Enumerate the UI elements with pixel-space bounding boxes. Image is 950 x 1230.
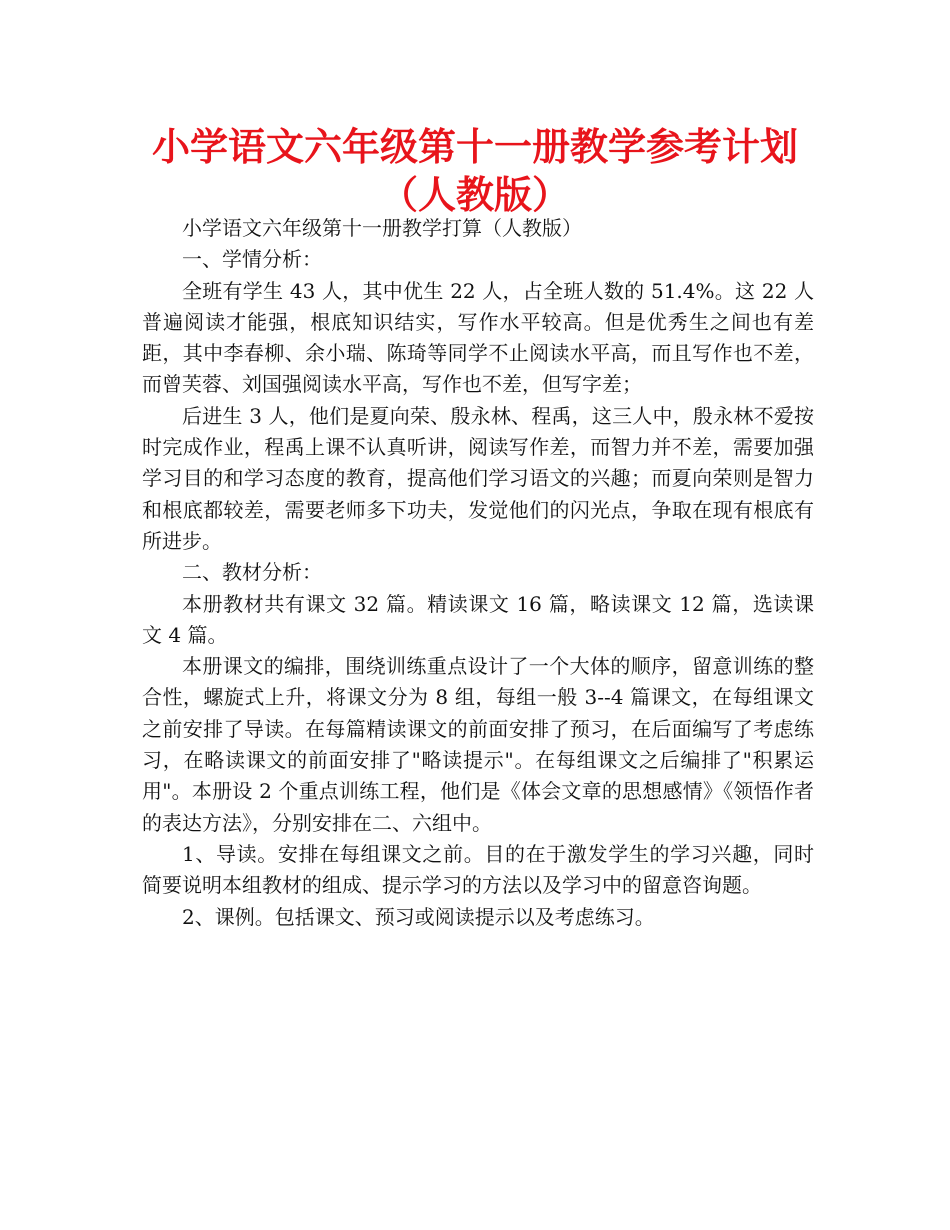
subtitle-paragraph: 小学语文六年级第十一册教学打算（人教版） [182, 216, 582, 240]
document-title-line-1: 小学语文六年级第十一册教学参考计划 [151, 125, 798, 169]
body-paragraph: 本册教材共有课文 32 篇。精读课文 16 篇，略读课文 12 篇，选读课文 4 篇。 [142, 591, 814, 647]
body-paragraph: 后进生 3 人，他们是夏向荣、殷永林、程禹，这三人中，殷永林不爱按时完成作业，程禹上课不认真听讲，阅读写作差，而智力并不差，需要加强学习目的和学习态度的教育，提高他们学习语文的兴趣；而夏向荣则是智力和根底都较差，需要老师多下功夫，发觉他们的闪光点，争取在现有根底有所进步。 [142, 403, 814, 553]
body-paragraph: 本册课文的编排，围绕训练重点设计了一个大体的顺序，留意训练的整合性，螺旋式上升，将课文分为 8 组，每组一般 3--4 篇课文，在每组课文之前安排了导读。在每篇精读课文的前面安排了预习，在后面编写了考虑练习，在略读课文的前面安排了"略读提示"。在每组课文之后编排了"积累运用"。本册设 2 个重点训练工程，他们是《体会文章的思想感情》《领悟作者的表达方法》，分别安排在二、六组中。 [142, 654, 814, 835]
document-title-line-2: （人教版） [379, 173, 570, 217]
section-heading-student-analysis: 一、学情分析： [182, 247, 322, 272]
document-body [142, 213, 814, 933]
list-item-paragraph: 2、课例。包括课文、预习或阅读提示以及考虑练习。 [182, 904, 655, 929]
list-item-paragraph: 1、导读。安排在每组课文之前。目的在于激发学生的学习兴趣，同时简要说明本组教材的组成、提示学习的方法以及学习中的留意咨询题。 [142, 841, 814, 898]
section-heading-textbook-analysis: 二、教材分析： [182, 560, 322, 585]
body-paragraph: 全班有学生 43 人，其中优生 22 人，占全班人数的 51.4%。这 22 人普遍阅读才能强，根底知识结实，写作水平较高。但是优秀生之间也有差距，其中李春柳、余小瑞、陈琦等同学不止阅读水平高，而且写作也不差，而曾芙蓉、刘国强阅读水平高，写作也不差，但写字差； [142, 278, 814, 397]
